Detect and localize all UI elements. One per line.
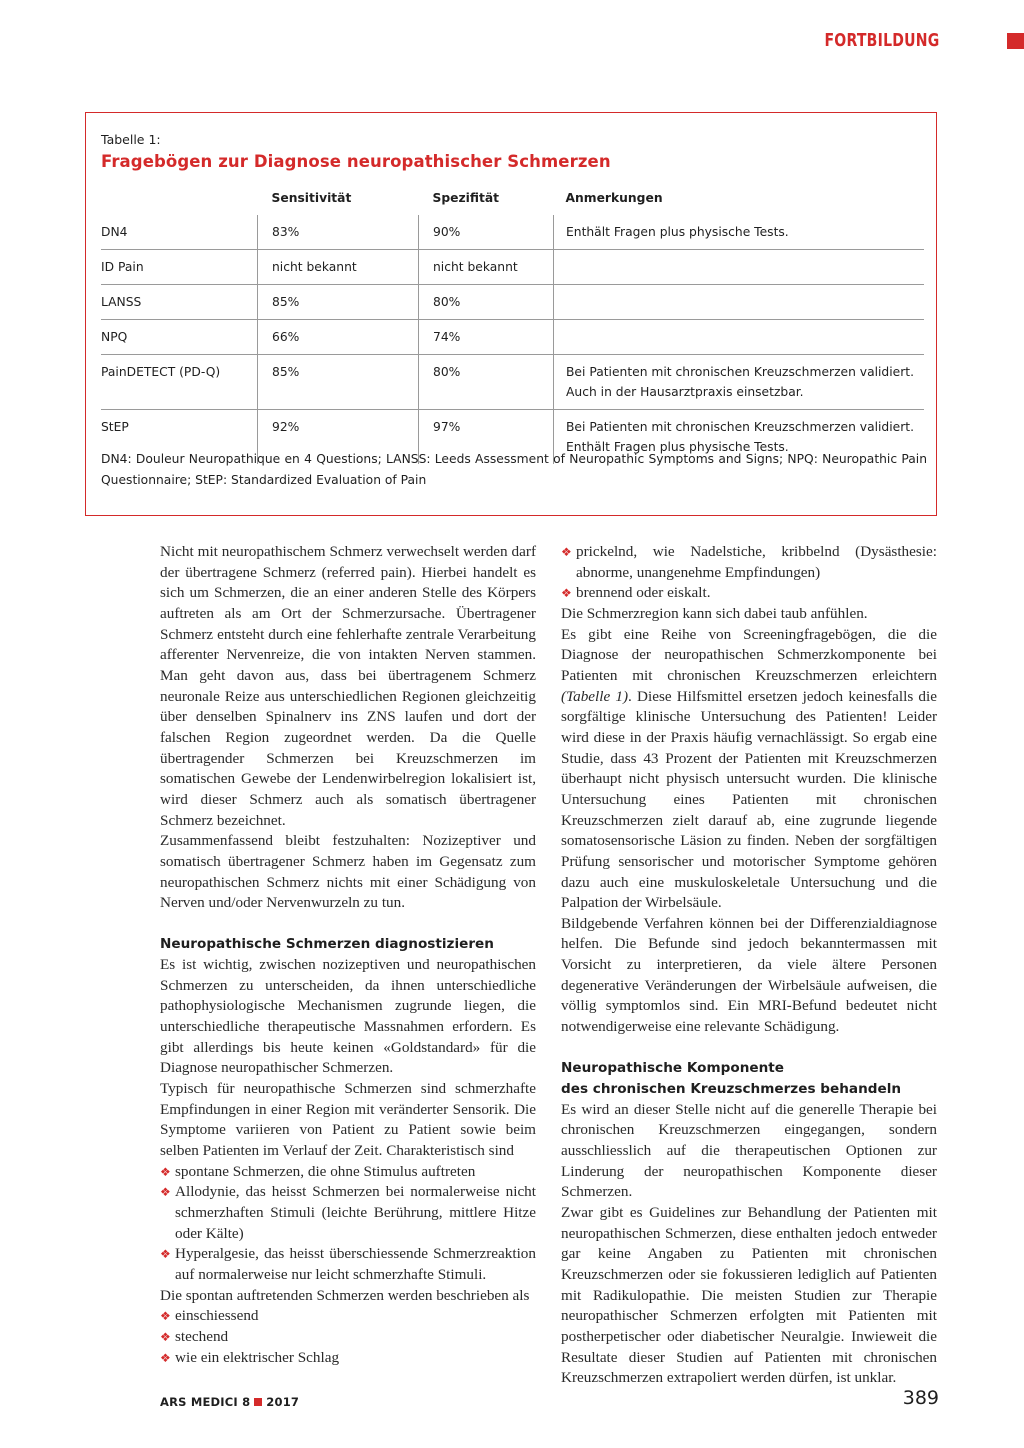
table-header-name (101, 185, 258, 215)
paragraph: Nicht mit neuropathischem Schmerz verwechselt werden darf der übertragene Schmerz (referred pain). Hierbei handelt es sich um Schmerzen, die an einer anderen Stelle des Körpers auftreten als am Ort der Schmerzursache. Übertragener Schmerz entsteht durch eine fehlerhafte zentrale Verarbeitung afferenter Nervenreize, die von intakten Nerven stammen. Man geht davon aus, dass bei übertragenem Schmerz neuronale Reize aus unterschiedlichen Regionen gleichzeitig über denselben Spinalnerv ins ZNS laufen und dort der falschen Region zugeordnet werden. Da die Quelle übertragender Schmerzen bei Kreuzschmerzen im somatischen Gewebe der Lendenwirbelregion lokalisiert ist, wird dieser Schmerz auch als somatisch übertragener Schmerz bezeichnet. (160, 543, 536, 829)
row-notes (554, 250, 925, 285)
row-sensitivity: 85% (258, 355, 419, 410)
bullet-icon: ❖ (160, 1247, 171, 1262)
paragraph: Bildgebende Verfahren können bei der Differenzialdiagnose helfen. Die Befunde sind jedoch bekanntermassen mit Vorsicht zu interpretieren, da viele ältere Personen degenerative Veränderungen der Wirbelsäule aufweisen, die völlig symptomlos sind. Ein MRI-Befund bedeutet nicht notwendigerweise eine relevante Schädigung. (561, 914, 937, 1036)
bullet-icon: ❖ (561, 586, 572, 601)
table-row (101, 250, 924, 285)
row-sensitivity: 92% (258, 410, 419, 465)
paragraph-text: . Diese Hilfsmittel ersetzen jedoch keinesfalls die sorgfältige klinische Untersuchung des Patienten! Leider wird diese in der Praxis häufig vernachlässigt. So ergab eine Studie, dass 43 Prozent der Patienten mit Kreuzschmerzen überhaupt nicht physisch untersucht wurden. Die klinische Untersuchung eines Patienten mit chronischen Kreuzschmerzen zielt darauf ab, eine zugrunde liegende somatosensorische Läsion zu finden. Neben der sorgfältigen Prüfung sensorischer und motorischer Symptome gehören dazu auch eine muskuloskeletale Untersuchung und die Palpation der Wirbelsäule. (561, 687, 937, 912)
list-item-text: einschiessend (175, 1307, 259, 1325)
table-reference: (Tabelle 1) (561, 687, 629, 705)
table-row (101, 285, 924, 320)
table-header-sensitivity: Sensitivität (271, 191, 352, 205)
table-header-specificity: Spezifität (432, 191, 500, 205)
description-list (160, 1306, 536, 1368)
row-sensitivity: 85% (258, 285, 419, 320)
bullet-icon: ❖ (160, 1309, 171, 1324)
note-line: Enthält Fragen plus physische Tests. (566, 440, 789, 454)
footer-journal (160, 1395, 299, 1409)
row-specificity: 90% (419, 215, 554, 250)
body-column-right (561, 542, 937, 1389)
row-name: DN4 (101, 225, 128, 239)
row-sensitivity: 83% (258, 215, 419, 250)
list-item (160, 1182, 536, 1244)
paragraph: Die spontan auftretenden Schmerzen werden beschrieben als (160, 1286, 530, 1304)
paragraph: Es ist wichtig, zwischen nozizeptiven und neuropathischen Schmerzen zu unterscheiden, da ihnen unterschiedliche pathophysiologische Mechanismen zugrunde liegen, die unterschiedliche therapeutische Massnahmen erfordern. Es gibt allerdings bis heute keinen «Goldstandard» für die Diagnose neuropathischer Schmerzen. (160, 956, 536, 1077)
table-header-row (101, 185, 924, 215)
row-specificity: nicht bekannt (419, 250, 554, 285)
list-item-text: Allodynie, das heisst Schmerzen bei normalerweise nicht schmerzhaften Stimuli (leichte Berührung, mittlere Hitze oder Kälte) (175, 1183, 536, 1242)
bullet-icon: ❖ (160, 1329, 171, 1344)
heading-line: Neuropathische Komponente (561, 1060, 784, 1077)
list-item-text: wie ein elektrischer Schlag (175, 1348, 340, 1366)
row-specificity: 97% (419, 410, 554, 465)
list-item (561, 542, 937, 583)
page-number: 389 (902, 1387, 939, 1409)
row-notes (554, 215, 925, 250)
list-item (561, 583, 937, 604)
heading-line: des chronischen Kreuzschmerzes behandeln (561, 1081, 902, 1098)
paragraph (561, 625, 937, 914)
table-footnote: DN4: Douleur Neuropathique en 4 Questions; LANSS: Leeds Assessment of Neuropathic Symptoms and Signs; NPQ: Neuropathic Pain Questionnaire; StEP: Standardized Evaluation of Pain (101, 452, 927, 487)
table-header-notes: Anmerkungen (565, 191, 663, 205)
paragraph: Es wird an dieser Stelle nicht auf die generelle Therapie bei chronischen Kreuzschmerzen eingegangen, sondern ausschliesslich auf die therapeutischen Optionen zur Linderung der neuropathischen Komponente dieser Schmerzen. (561, 1100, 937, 1201)
row-name: LANSS (101, 295, 142, 309)
journal-year: 2017 (266, 1395, 300, 1409)
note-line: Bei Patienten mit chronischen Kreuzschmerzen validiert. (566, 420, 915, 434)
bullet-icon: ❖ (160, 1164, 171, 1179)
paragraph-text: Es gibt eine Reihe von Screeningfragebögen, die die Diagnose der neuropathischen Schmerzkomponente bei Patienten mit chronischen Kreuzschmerzen erleichtern (561, 625, 937, 684)
paragraph: Typisch für neuropathische Schmerzen sind schmerzhafte Empfindungen in einer Region mit veränderter Sensorik. Die Symptome variieren von Patient zu Patient sowie beim selben Patienten im Verlauf der Zeit. Charakteristisch sind (160, 1080, 536, 1160)
section-label: FORTBILDUNG (824, 30, 940, 51)
row-name: PainDETECT (PD-Q) (101, 365, 221, 379)
bullet-icon: ❖ (160, 1350, 171, 1365)
row-name: NPQ (101, 330, 128, 344)
list-item (160, 1162, 536, 1183)
list-item-text: prickelnd, wie Nadelstiche, kribbelnd (Dysästhesie: abnorme, unangenehme Empfindungen) (576, 543, 937, 581)
bullet-icon: ❖ (561, 545, 572, 559)
row-notes (554, 355, 925, 410)
note-line: Bei Patienten mit chronischen Kreuzschmerzen validiert. (566, 365, 915, 379)
list-item (160, 1348, 536, 1369)
list-item-text: brennend oder eiskalt. (576, 584, 711, 602)
row-notes (554, 320, 925, 355)
table-caption: Tabelle 1: (101, 132, 161, 147)
list-item-text: Hyperalgesie, das heisst überschiessende Schmerzreaktion auf normalerweise nur leicht schmerzhafte Stimuli. (175, 1245, 536, 1283)
bullet-icon: ❖ (160, 1185, 171, 1200)
row-specificity: 74% (419, 320, 554, 355)
list-item (160, 1244, 536, 1285)
paragraph: Zusammenfassend bleibt festzuhalten: Nozizeptiver und somatisch übertragener Schmerz haben im Gegensatz zum neuropathischen Schmerz nichts mit einer Schädigung von Nerven und/oder Nervenwurzeln zu tun. (160, 832, 536, 912)
list-item-text: stechend (175, 1327, 229, 1345)
note-line: Auch in der Hausarztpraxis einsetzbar. (566, 385, 804, 399)
row-name: StEP (101, 420, 129, 434)
footer-accent-square (254, 1398, 262, 1406)
paragraph: Die Schmerzregion kann sich dabei taub anfühlen. (561, 604, 868, 622)
section-heading: Neuropathische Schmerzen diagnostizieren (160, 936, 494, 953)
table-row (101, 215, 924, 250)
row-name: ID Pain (101, 260, 144, 274)
note-line: Enthält Fragen plus physische Tests. (566, 225, 789, 239)
table-box (85, 112, 937, 516)
questionnaire-table (101, 185, 924, 464)
symptom-list (160, 1162, 536, 1286)
list-item (160, 1306, 536, 1327)
body-column-left (160, 542, 536, 1368)
list-item (160, 1327, 536, 1348)
row-sensitivity: 66% (258, 320, 419, 355)
table-title: Fragebögen zur Diagnose neuropathischer Schmerzen (101, 152, 611, 171)
list-item-text: spontane Schmerzen, die ohne Stimulus auftreten (175, 1162, 476, 1180)
row-notes (554, 285, 925, 320)
row-sensitivity: nicht bekannt (258, 250, 419, 285)
row-specificity: 80% (419, 355, 554, 410)
section-heading (561, 1058, 937, 1099)
table-row (101, 355, 924, 410)
header-accent-square (1007, 33, 1024, 49)
journal-name: ARS MEDICI 8 (160, 1395, 251, 1409)
paragraph: Zwar gibt es Guidelines zur Behandlung der Patienten mit neuropathischen Schmerzen, diese enthalten jedoch entweder gar keine Angaben zu Patienten mit chronischen Kreuzschmerzen oder sie fokussieren lediglich auf Patienten mit Radikulopathie. Die meisten Studien zur Therapie neuropathischer Schmerzen erfolgten mit Patienten mit postherpetischer oder diabetischer Neuralgie. Inwieweit die Resultate dieser Studien auf Patienten mit chronischen Kreuzschmerzen extrapoliert werden dürfen, ist unklar. (561, 1203, 937, 1387)
description-list-continued (561, 542, 937, 604)
table-row (101, 320, 924, 355)
row-specificity: 80% (419, 285, 554, 320)
